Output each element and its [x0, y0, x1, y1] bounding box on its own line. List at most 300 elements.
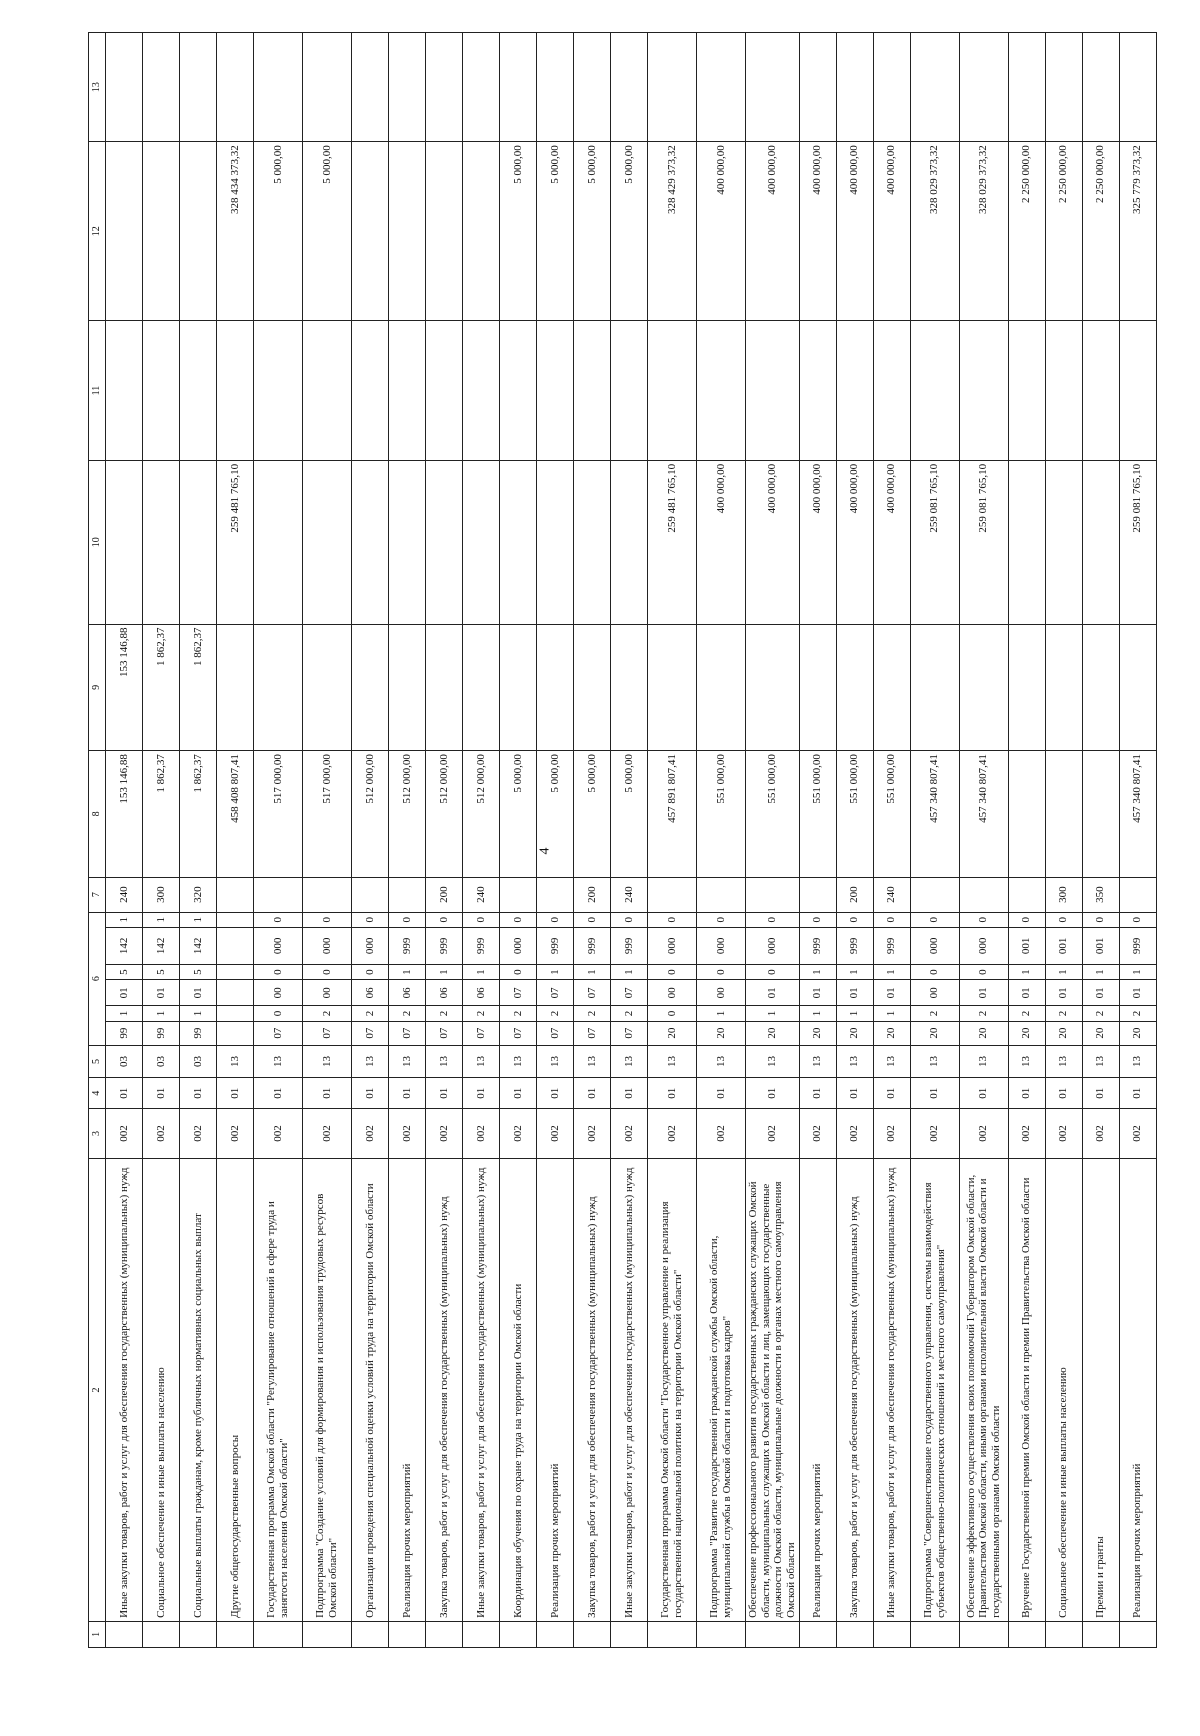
table-cell — [697, 877, 746, 912]
col-header-9: 9 — [89, 624, 106, 751]
table-cell: 01 — [836, 980, 873, 1006]
table-cell — [180, 321, 217, 461]
table-cell: 512 000,00 — [389, 751, 426, 878]
table-cell: 0 — [611, 912, 648, 927]
table-cell — [1082, 624, 1119, 751]
table-cell — [648, 624, 697, 751]
table-cell: 1 — [180, 1006, 217, 1021]
table-cell: 457 340 807,41 — [959, 751, 1008, 878]
table-cell — [389, 624, 426, 751]
table-cell — [1008, 321, 1045, 461]
table-cell — [463, 624, 500, 751]
table-cell: 01 — [611, 1078, 648, 1109]
table-cell: 20 — [836, 1021, 873, 1045]
table-cell — [352, 321, 389, 461]
table-cell: 517 000,00 — [303, 751, 352, 878]
table-cell: 99 — [180, 1021, 217, 1045]
table-cell: 01 — [1008, 1078, 1045, 1109]
col-header-6: 6 — [89, 912, 106, 1045]
table-cell — [1082, 460, 1119, 624]
table-cell: 002 — [746, 1108, 800, 1158]
table-cell: 01 — [746, 1078, 800, 1109]
table-cell: 20 — [1045, 1021, 1082, 1045]
table-cell — [426, 321, 463, 461]
table-cell — [1119, 33, 1156, 142]
table-cell: 07 — [574, 1021, 611, 1045]
table-cell: 01 — [799, 980, 836, 1006]
table-row — [611, 33, 648, 1648]
table-cell: 2 250 000,00 — [1008, 142, 1045, 321]
table-cell: 01 — [697, 1078, 746, 1109]
table-cell — [697, 1621, 746, 1647]
table-cell: 5 000,00 — [574, 751, 611, 878]
table-cell: 5 000,00 — [537, 751, 574, 878]
row-name-cell: Реализация прочих мероприятий — [537, 1159, 574, 1622]
table-cell: 01 — [463, 1078, 500, 1109]
table-cell: 13 — [648, 1045, 697, 1078]
col-header-8: 8 — [89, 751, 106, 878]
table-row — [143, 33, 180, 1648]
table-cell: 0 — [648, 1006, 697, 1021]
table-cell — [303, 877, 352, 912]
table-cell — [537, 321, 574, 461]
table-cell: 20 — [746, 1021, 800, 1045]
table-cell: 002 — [463, 1108, 500, 1158]
row-name-cell: Социальные выплаты гражданам, кроме публичных нормативных социальных выплат — [180, 1159, 217, 1622]
table-cell — [217, 980, 254, 1006]
table-row — [217, 33, 254, 1648]
table-cell: 328 434 373,32 — [217, 142, 254, 321]
table-cell: 0 — [352, 912, 389, 927]
col-header-10: 10 — [89, 460, 106, 624]
table-cell: 999 — [426, 927, 463, 964]
row-name-cell: Подпрограмма "Развитие государственной гражданской службы Омской области, муниципальной службы в Омской области и подготовка кадров" — [697, 1159, 746, 1622]
table-cell: 13 — [611, 1045, 648, 1078]
table-cell: 0 — [463, 912, 500, 927]
rotated-page — [88, 32, 1144, 1648]
table-cell — [217, 964, 254, 979]
table-row — [463, 33, 500, 1648]
table-cell — [836, 1621, 873, 1647]
table-cell: 07 — [389, 1021, 426, 1045]
table-row — [303, 33, 352, 1648]
table-cell: 1 — [574, 964, 611, 979]
table-cell: 13 — [303, 1045, 352, 1078]
row-name-cell: Подпрограмма "Совершенствование государственного управления, системы взаимодействия субъектов общественно-политических отношений и местного самоуправления" — [910, 1159, 959, 1622]
table-cell — [537, 1621, 574, 1647]
table-cell: 06 — [463, 980, 500, 1006]
table-cell: 01 — [500, 1078, 537, 1109]
table-cell — [217, 321, 254, 461]
table-cell — [873, 1621, 910, 1647]
table-cell: 400 000,00 — [799, 142, 836, 321]
table-cell: 00 — [910, 980, 959, 1006]
table-cell: 01 — [106, 980, 143, 1006]
table-cell: 551 000,00 — [836, 751, 873, 878]
table-cell: 01 — [1119, 980, 1156, 1006]
table-cell: 328 429 373,32 — [648, 142, 697, 321]
table-cell — [500, 1621, 537, 1647]
row-name-cell: Реализация прочих мероприятий — [1119, 1159, 1156, 1622]
table-cell — [537, 460, 574, 624]
table-cell: 01 — [180, 1078, 217, 1109]
table-cell: 13 — [746, 1045, 800, 1078]
col-header-4: 4 — [89, 1078, 106, 1109]
table-cell: 2 — [574, 1006, 611, 1021]
table-cell: 000 — [746, 927, 800, 964]
table-cell: 002 — [426, 1108, 463, 1158]
table-cell: 01 — [1119, 1078, 1156, 1109]
table-cell — [463, 33, 500, 142]
table-cell — [959, 1621, 1008, 1647]
table-cell: 01 — [180, 980, 217, 1006]
table-cell — [463, 460, 500, 624]
table-cell: 1 — [106, 912, 143, 927]
table-cell: 13 — [217, 1045, 254, 1078]
table-cell: 0 — [500, 912, 537, 927]
table-cell: 259 481 765,10 — [217, 460, 254, 624]
table-cell — [697, 624, 746, 751]
table-cell: 300 — [143, 877, 180, 912]
table-cell: 01 — [1008, 980, 1045, 1006]
table-cell — [746, 33, 800, 142]
table-cell: 1 — [143, 1006, 180, 1021]
table-cell: 01 — [959, 980, 1008, 1006]
table-cell: 13 — [426, 1045, 463, 1078]
table-row — [352, 33, 389, 1648]
table-cell: 20 — [910, 1021, 959, 1045]
table-cell: 20 — [1119, 1021, 1156, 1045]
table-cell: 03 — [106, 1045, 143, 1078]
table-cell: 1 — [143, 912, 180, 927]
table-cell — [303, 460, 352, 624]
table-cell — [697, 33, 746, 142]
table-cell: 13 — [873, 1045, 910, 1078]
table-cell: 13 — [959, 1045, 1008, 1078]
table-cell: 512 000,00 — [463, 751, 500, 878]
table-cell: 5 — [143, 964, 180, 979]
table-cell — [959, 321, 1008, 461]
table-cell: 01 — [799, 1078, 836, 1109]
table-cell — [1119, 624, 1156, 751]
table-cell — [1045, 1621, 1082, 1647]
row-name-cell: Социальное обеспечение и иные выплаты населению — [1045, 1159, 1082, 1622]
table-cell — [611, 33, 648, 142]
table-cell — [746, 1621, 800, 1647]
table-cell: 1 — [463, 964, 500, 979]
budget-table — [88, 32, 1157, 1648]
table-cell — [910, 624, 959, 751]
table-cell: 350 — [1082, 877, 1119, 912]
table-cell: 259 081 765,10 — [959, 460, 1008, 624]
table-cell: 259 481 765,10 — [648, 460, 697, 624]
table-cell: 240 — [106, 877, 143, 912]
table-cell — [389, 142, 426, 321]
table-cell: 400 000,00 — [873, 142, 910, 321]
table-cell — [574, 1621, 611, 1647]
table-cell — [463, 1621, 500, 1647]
table-cell — [799, 321, 836, 461]
table-cell — [910, 321, 959, 461]
table-cell — [352, 624, 389, 751]
table-cell — [574, 33, 611, 142]
table-row — [799, 33, 836, 1648]
table-cell: 1 — [389, 964, 426, 979]
table-cell — [254, 624, 303, 751]
table-cell: 01 — [1082, 980, 1119, 1006]
table-row — [746, 33, 800, 1648]
col-header-11: 11 — [89, 321, 106, 461]
table-cell — [611, 321, 648, 461]
table-cell: 1 862,37 — [143, 624, 180, 751]
table-cell — [611, 460, 648, 624]
table-cell: 01 — [426, 1078, 463, 1109]
table-cell: 2 — [500, 1006, 537, 1021]
table-cell — [746, 877, 800, 912]
table-row — [1008, 33, 1045, 1648]
table-cell: 0 — [500, 964, 537, 979]
table-cell — [106, 460, 143, 624]
table-cell — [217, 33, 254, 142]
table-cell — [873, 321, 910, 461]
table-cell — [1045, 624, 1082, 751]
table-cell: 2 — [537, 1006, 574, 1021]
table-cell: 002 — [254, 1108, 303, 1158]
table-cell: 99 — [106, 1021, 143, 1045]
table-cell — [1008, 33, 1045, 142]
table-cell — [106, 1621, 143, 1647]
table-cell: 1 — [836, 964, 873, 979]
table-cell: 002 — [910, 1108, 959, 1158]
table-cell: 07 — [254, 1021, 303, 1045]
table-cell: 01 — [648, 1078, 697, 1109]
table-cell: 0 — [1045, 912, 1082, 927]
row-name-cell: Иные закупки товаров, работ и услуг для обеспечения государственных (муниципальных) нужд — [106, 1159, 143, 1622]
table-cell: 002 — [648, 1108, 697, 1158]
table-cell: 400 000,00 — [746, 460, 800, 624]
table-cell: 1 — [1045, 964, 1082, 979]
table-cell: 002 — [1119, 1108, 1156, 1158]
table-cell — [426, 460, 463, 624]
table-cell — [106, 142, 143, 321]
table-cell — [180, 460, 217, 624]
table-cell: 200 — [574, 877, 611, 912]
table-cell: 999 — [799, 927, 836, 964]
table-cell — [1045, 321, 1082, 461]
table-cell: 000 — [648, 927, 697, 964]
row-name-cell: Государственная программа Омской области "Регулирование отношений в сфере труда и занятости населения Омской области" — [254, 1159, 303, 1622]
table-cell: 20 — [1082, 1021, 1119, 1045]
table-cell — [1082, 321, 1119, 461]
table-cell — [143, 321, 180, 461]
table-cell: 07 — [537, 1021, 574, 1045]
table-cell — [303, 1621, 352, 1647]
table-cell — [799, 33, 836, 142]
table-cell — [389, 33, 426, 142]
table-cell: 400 000,00 — [836, 460, 873, 624]
table-cell: 13 — [254, 1045, 303, 1078]
table-cell: 01 — [1045, 1078, 1082, 1109]
table-row — [574, 33, 611, 1648]
table-cell: 002 — [500, 1108, 537, 1158]
table-cell — [106, 321, 143, 461]
table-cell: 1 — [1082, 964, 1119, 979]
col-header-5: 5 — [89, 1045, 106, 1078]
table-cell — [574, 624, 611, 751]
table-cell: 2 — [1008, 1006, 1045, 1021]
table-cell — [1008, 460, 1045, 624]
table-cell — [500, 33, 537, 142]
table-cell: 142 — [106, 927, 143, 964]
table-cell: 01 — [143, 980, 180, 1006]
row-name-cell: Вручение Государственной премии Омской области и премии Правительства Омской области — [1008, 1159, 1045, 1622]
table-cell: 328 029 373,32 — [959, 142, 1008, 321]
table-cell: 20 — [959, 1021, 1008, 1045]
table-cell: 457 891 807,41 — [648, 751, 697, 878]
table-cell: 2 — [1082, 1006, 1119, 1021]
table-cell: 200 — [836, 877, 873, 912]
table-cell: 457 340 807,41 — [1119, 751, 1156, 878]
table-cell: 0 — [303, 912, 352, 927]
table-cell: 400 000,00 — [697, 142, 746, 321]
row-name-cell: Премии и гранты — [1082, 1159, 1119, 1622]
table-cell — [426, 33, 463, 142]
table-cell: 01 — [106, 1078, 143, 1109]
table-cell: 551 000,00 — [697, 751, 746, 878]
table-cell — [648, 33, 697, 142]
table-cell: 01 — [746, 980, 800, 1006]
table-cell: 259 081 765,10 — [1119, 460, 1156, 624]
table-cell: 0 — [352, 964, 389, 979]
table-cell — [1045, 33, 1082, 142]
table-cell — [217, 912, 254, 927]
row-name-cell: Иные закупки товаров, работ и услуг для обеспечения государственных (муниципальных) нужд — [463, 1159, 500, 1622]
table-row — [836, 33, 873, 1648]
table-cell: 13 — [836, 1045, 873, 1078]
table-cell: 1 — [873, 964, 910, 979]
table-cell: 13 — [910, 1045, 959, 1078]
table-cell: 999 — [537, 927, 574, 964]
table-cell: 000 — [500, 927, 537, 964]
table-cell: 01 — [1045, 980, 1082, 1006]
table-cell — [143, 460, 180, 624]
table-cell — [1008, 1621, 1045, 1647]
table-cell: 0 — [697, 912, 746, 927]
table-cell — [217, 1021, 254, 1045]
table-cell — [836, 321, 873, 461]
table-cell: 01 — [143, 1078, 180, 1109]
table-cell: 13 — [697, 1045, 746, 1078]
table-cell — [217, 1621, 254, 1647]
table-cell: 13 — [500, 1045, 537, 1078]
table-cell: 1 — [180, 912, 217, 927]
table-row — [648, 33, 697, 1648]
table-cell: 07 — [426, 1021, 463, 1045]
table-cell: 5 000,00 — [611, 751, 648, 878]
table-row — [910, 33, 959, 1648]
table-cell: 1 862,37 — [143, 751, 180, 878]
table-cell — [537, 33, 574, 142]
table-cell — [1008, 751, 1045, 878]
table-cell: 000 — [959, 927, 1008, 964]
table-cell: 0 — [1008, 912, 1045, 927]
table-cell: 1 — [746, 1006, 800, 1021]
table-cell — [389, 1621, 426, 1647]
table-cell: 0 — [426, 912, 463, 927]
table-cell: 002 — [873, 1108, 910, 1158]
table-cell — [574, 460, 611, 624]
table-cell — [217, 624, 254, 751]
table-cell — [352, 877, 389, 912]
row-name-cell: Организация проведения специальной оценки условий труда на территории Омской области — [352, 1159, 389, 1622]
table-cell: 07 — [611, 980, 648, 1006]
table-cell: 517 000,00 — [254, 751, 303, 878]
col-header-12: 12 — [89, 142, 106, 321]
table-cell: 13 — [1008, 1045, 1045, 1078]
table-cell — [180, 1621, 217, 1647]
table-cell: 259 081 765,10 — [910, 460, 959, 624]
table-cell: 0 — [746, 912, 800, 927]
table-cell — [500, 877, 537, 912]
table-cell: 5 — [106, 964, 143, 979]
table-cell: 999 — [611, 927, 648, 964]
table-cell: 400 000,00 — [873, 460, 910, 624]
table-cell: 13 — [574, 1045, 611, 1078]
table-cell — [959, 877, 1008, 912]
table-cell: 5 000,00 — [500, 751, 537, 878]
table-cell: 01 — [1082, 1078, 1119, 1109]
table-cell: 512 000,00 — [426, 751, 463, 878]
table-row — [537, 33, 574, 1648]
table-cell — [836, 33, 873, 142]
table-cell — [746, 321, 800, 461]
table-cell: 1 — [1008, 964, 1045, 979]
table-cell: 153 146,88 — [106, 751, 143, 878]
table-cell: 2 — [910, 1006, 959, 1021]
table-cell: 300 — [1045, 877, 1082, 912]
table-cell: 002 — [1045, 1108, 1082, 1158]
table-cell — [303, 321, 352, 461]
table-cell: 002 — [959, 1108, 1008, 1158]
table-cell: 07 — [500, 1021, 537, 1045]
table-cell: 0 — [836, 912, 873, 927]
table-cell: 002 — [303, 1108, 352, 1158]
table-cell: 400 000,00 — [836, 142, 873, 321]
table-cell: 13 — [1119, 1045, 1156, 1078]
table-cell: 002 — [836, 1108, 873, 1158]
row-name-cell: Иные закупки товаров, работ и услуг для обеспечения государственных (муниципальных) нужд — [873, 1159, 910, 1622]
table-cell: 2 — [303, 1006, 352, 1021]
table-cell: 06 — [352, 980, 389, 1006]
table-cell — [426, 142, 463, 321]
table-cell: 07 — [303, 1021, 352, 1045]
table-cell: 328 029 373,32 — [910, 142, 959, 321]
table-cell: 5 000,00 — [574, 142, 611, 321]
table-cell: 551 000,00 — [873, 751, 910, 878]
table-cell: 2 — [463, 1006, 500, 1021]
table-cell: 551 000,00 — [746, 751, 800, 878]
table-cell: 142 — [143, 927, 180, 964]
table-cell: 200 — [426, 877, 463, 912]
table-cell: 000 — [254, 927, 303, 964]
table-cell — [426, 624, 463, 751]
table-cell: 00 — [697, 980, 746, 1006]
table-cell: 07 — [537, 980, 574, 1006]
table-cell: 1 — [537, 964, 574, 979]
table-cell: 07 — [500, 980, 537, 1006]
row-name-cell: Подпрограмма "Создание условий для формирования и использования трудовых ресурсов Омской области" — [303, 1159, 352, 1622]
table-cell: 01 — [836, 1078, 873, 1109]
